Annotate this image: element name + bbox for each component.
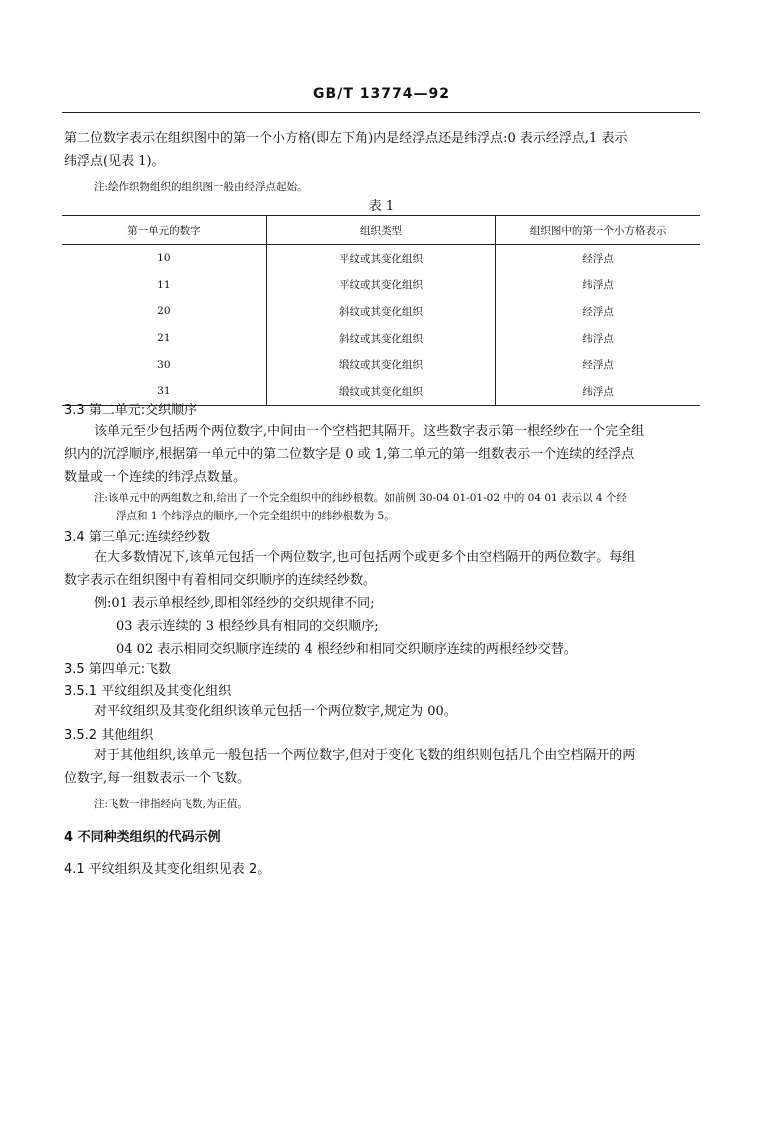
table-cell: 纬浮点 bbox=[582, 332, 614, 345]
section-4-heading: 4 不同种类组织的代码示例 bbox=[64, 830, 221, 845]
table-header-cell: 第一单元的数字 bbox=[62, 216, 266, 245]
intro-line-2: 纬浮点(见表 1)。 bbox=[64, 154, 165, 169]
table-cell: 30 bbox=[157, 358, 171, 371]
section-3-5-1-heading: 3.5.1 平纹组织及其变化组织 bbox=[64, 684, 232, 699]
page-header: GB/T 13774—92 bbox=[313, 86, 450, 102]
intro-line-1: 第二位数字表示在组织图中的第一个小方格(即左下角)内是经浮点还是纬浮点:0 表示经浮点,1 表示 bbox=[64, 131, 628, 146]
table-cell: 缎纹或其变化组织 bbox=[266, 351, 496, 378]
section-3-5-heading: 3.5 第四单元:飞数 bbox=[64, 662, 172, 677]
table-cell: 10 bbox=[157, 252, 171, 265]
section-3-3-para-line: 数量或一个连续的纬浮点数量。 bbox=[64, 470, 247, 485]
table-cell: 31 bbox=[62, 378, 266, 405]
table-cell: 纬浮点 bbox=[496, 378, 700, 405]
table-cell: 经浮点 bbox=[582, 305, 614, 318]
table-caption: 表 1 bbox=[368, 199, 395, 214]
section-3-5-note: 注:飞数一律指经向飞数,为正值。 bbox=[94, 798, 248, 810]
table-cell: 经浮点 bbox=[582, 359, 614, 372]
table-cell: 斜纹或其变化组织 bbox=[266, 325, 496, 352]
table-row bbox=[62, 272, 700, 299]
table-header-row bbox=[62, 216, 700, 245]
table-cell: 缎纹或其变化组织 bbox=[266, 378, 496, 405]
example-line: 例:01 表示单根经纱,即相邻经纱的交织规律不同; bbox=[94, 596, 375, 611]
table-cell: 20 bbox=[157, 305, 171, 318]
table-cell: 纬浮点 bbox=[582, 279, 614, 292]
table-cell: 平纹或其变化组织 bbox=[266, 245, 496, 272]
table-1 bbox=[62, 215, 700, 406]
intro-note: 注:绘作织物组织的组织图一般由经浮点起始。 bbox=[94, 181, 308, 193]
section-3-5-2-para-line: 位数字,每一组数表示一个飞数。 bbox=[64, 771, 251, 786]
section-3-3-para-line: 该单元至少包括两个两位数字,中间由一个空档把其隔开。这些数字表示第一根经纱在一个完全组 bbox=[94, 424, 645, 439]
table-cell: 21 bbox=[157, 332, 171, 345]
header-rule bbox=[62, 112, 700, 113]
section-4-1-heading: 4.1 平纹组织及其变化组织见表 2。 bbox=[64, 862, 271, 877]
section-3-4-para-line: 在大多数情况下,该单元包括一个两位数字,也可包括两个或更多个由空档隔开的两位数字。每组 bbox=[94, 550, 636, 565]
section-3-3-note: 注:该单元中的两组数之和,给出了一个完全组织中的纬纱根数。如前例 30-04 01-01-02 中的 04 01 表示以 4 个经 bbox=[94, 492, 627, 504]
section-3-3-para-line: 织内的沉浮顺序,根据第一单元中的第二位数字是 0 或 1,第二单元的第一组数表示一个连续的经浮点 bbox=[64, 447, 635, 462]
example-line: 03 表示连续的 3 根经纱具有相同的交织顺序; bbox=[116, 619, 379, 634]
example-line: 04 02 表示相同交织顺序连续的 4 根经纱和相同交织顺序连续的两根经纱交替。 bbox=[116, 642, 577, 657]
table-row bbox=[62, 325, 700, 352]
section-3-3-heading: 3.3 第二单元:交织顺序 bbox=[64, 403, 198, 418]
table-cell: 平纹或其变化组织 bbox=[266, 272, 496, 299]
table-row bbox=[62, 351, 700, 378]
table-header-cell: 组织图中的第一个小方格表示 bbox=[496, 216, 700, 245]
section-3-5-1-para: 对平纹组织及其变化组织该单元包括一个两位数字,规定为 00。 bbox=[94, 704, 457, 719]
table-cell: 11 bbox=[157, 278, 171, 291]
section-3-4-para-line: 数字表示在组织图中有着相同交织顺序的连续经纱数。 bbox=[64, 573, 377, 588]
section-3-3-note: 浮点和 1 个纬浮点的顺序,一个完全组织中的纬纱根数为 5。 bbox=[116, 510, 395, 522]
section-3-4-heading: 3.4 第三单元:连续经纱数 bbox=[64, 530, 211, 545]
table-cell: 经浮点 bbox=[582, 252, 614, 265]
table-row bbox=[62, 245, 700, 272]
section-3-5-2-para-line: 对于其他组织,该单元一般包括一个两位数字,但对于变化飞数的组织则包括几个由空档隔开的两 bbox=[94, 748, 636, 763]
table-cell: 斜纹或其变化组织 bbox=[266, 298, 496, 325]
table-header-cell: 组织类型 bbox=[266, 216, 496, 245]
section-3-5-2-heading: 3.5.2 其他组织 bbox=[64, 728, 154, 743]
table-row bbox=[62, 298, 700, 325]
